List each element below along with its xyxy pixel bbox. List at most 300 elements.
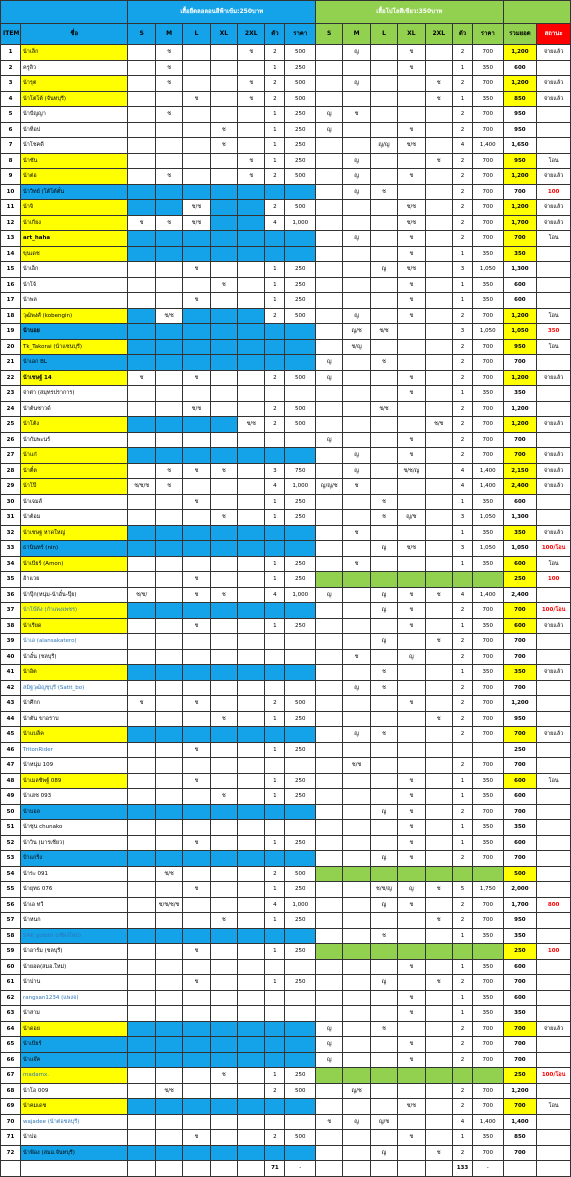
shirt-price: [285, 804, 316, 820]
shirt-size-2xl: [238, 448, 265, 464]
shirt-count: [265, 928, 285, 944]
polo-price: 1,050: [472, 510, 503, 526]
polo-size-xl: ช: [398, 959, 425, 975]
row-total: 1,200: [503, 169, 537, 185]
row-total: 1,200: [503, 200, 537, 216]
shirt-price: 1,000: [285, 479, 316, 495]
table-row: [1, 572, 571, 588]
table-row: [1, 231, 571, 247]
row-status: [537, 246, 571, 262]
polo-size-2xl: [425, 696, 452, 712]
polo-size-2xl: [425, 308, 452, 324]
shirt-size-s: [128, 1114, 155, 1130]
row-name: น้าเล็ก: [21, 45, 128, 61]
polo-count: 2: [452, 215, 472, 231]
shirt-size-2xl: ช: [238, 153, 265, 169]
polo-count: 3: [452, 324, 472, 340]
polo-size-l: [370, 1099, 397, 1115]
shirt-size-l: ช: [183, 944, 210, 960]
row-name: น้าศึกก: [21, 696, 128, 712]
row-total: 950: [503, 107, 537, 123]
shirt-size-l: [183, 308, 210, 324]
table-row: [1, 990, 571, 1006]
polo-price: 700: [472, 200, 503, 216]
row-total: 700: [503, 727, 537, 743]
row-name: น้าชุน chunako: [21, 820, 128, 836]
polo-size-xl: ช/ช: [398, 541, 425, 557]
row-status: โอน: [537, 1099, 571, 1115]
row-status: [537, 990, 571, 1006]
table-row: [1, 851, 571, 867]
row-total: 700: [503, 758, 537, 774]
shirt-price: [285, 649, 316, 665]
polo-size-xl: [398, 1114, 425, 1130]
shirt-price: [285, 680, 316, 696]
polo-price: 350: [472, 665, 503, 681]
polo-count: 2: [452, 107, 472, 123]
shirt-size-s: [128, 417, 155, 433]
polo-size-l: [370, 742, 397, 758]
row-total: 500: [503, 866, 537, 882]
polo-size-2xl: ช: [425, 1145, 452, 1161]
row-total: 350: [503, 525, 537, 541]
shirt-size-s: [128, 866, 155, 882]
shirt-price: 500: [285, 370, 316, 386]
polo-size-m: ญ: [343, 448, 370, 464]
polo-price: 700: [472, 603, 503, 619]
row-item-number: 66: [1, 1052, 21, 1068]
polo-size-s: [316, 866, 343, 882]
shirt-size-xl: [210, 262, 237, 278]
polo-size-xl: [398, 417, 425, 433]
row-item-number: 22: [1, 370, 21, 386]
row-item-number: 59: [1, 944, 21, 960]
shirt-size-l: ช: [183, 494, 210, 510]
polo-size-xl: [398, 928, 425, 944]
shirt-size-m: ช: [155, 76, 182, 92]
shirt-size-2xl: [238, 293, 265, 309]
shirt-count: 2: [265, 1130, 285, 1146]
polo-price: 700: [472, 851, 503, 867]
shirt-size-l: [183, 913, 210, 929]
polo-price: [472, 1068, 503, 1084]
shirt-size-xl: [210, 293, 237, 309]
table-row: [1, 804, 571, 820]
row-name: น้าโบ๊ต้ง (กำแพงเพชร): [21, 603, 128, 619]
totals-blank-name: [21, 1161, 128, 1177]
shirt-size-l: [183, 76, 210, 92]
shirt-size-m: [155, 680, 182, 696]
shirt-size-l: ช: [183, 773, 210, 789]
shirt-size-xl: [210, 773, 237, 789]
shirt-size-l: ช/ช: [183, 401, 210, 417]
table-row: [1, 479, 571, 495]
row-total: 700: [503, 448, 537, 464]
shirt-size-2xl: [238, 866, 265, 882]
polo-size-s: [316, 758, 343, 774]
polo-size-m: [343, 789, 370, 805]
row-total: 700: [503, 680, 537, 696]
row-total: 350: [503, 246, 537, 262]
shirt-size-s: [128, 851, 155, 867]
polo-count: 1: [452, 277, 472, 293]
polo-size-l: [370, 556, 397, 572]
row-item-number: 60: [1, 959, 21, 975]
polo-size-s: [316, 634, 343, 650]
col-header-size-l: L: [183, 24, 210, 45]
row-status: จ่ายแล้ว: [537, 45, 571, 61]
col-header-polo-size-m: M: [343, 24, 370, 45]
polo-price: 700: [472, 308, 503, 324]
shirt-count: 1: [265, 975, 285, 991]
polo-price: 700: [472, 355, 503, 371]
shirt-size-s: [128, 169, 155, 185]
polo-price: 700: [472, 370, 503, 386]
shirt-count: 1: [265, 835, 285, 851]
row-total: 700: [503, 1145, 537, 1161]
row-total: 1,300: [503, 510, 537, 526]
table-row: [1, 1114, 571, 1130]
shirt-price: [285, 959, 316, 975]
polo-price: 700: [472, 711, 503, 727]
shirt-size-l: [183, 727, 210, 743]
table-row: [1, 138, 571, 154]
polo-size-l: [370, 944, 397, 960]
shirt-size-l: [183, 634, 210, 650]
shirt-size-m: [155, 541, 182, 557]
polo-size-s: [316, 76, 343, 92]
shirt-size-l: [183, 153, 210, 169]
shirt-price: 250: [285, 293, 316, 309]
shirt-size-l: [183, 1037, 210, 1053]
row-name: น้าโชคดี: [21, 138, 128, 154]
row-name: ธานินทร์ (nin): [21, 541, 128, 557]
row-total: 600: [503, 494, 537, 510]
polo-size-s: [316, 990, 343, 1006]
shirt-price: [285, 820, 316, 836]
shirt-size-xl: [210, 866, 237, 882]
polo-size-s: [316, 324, 343, 340]
polo-size-l: ญ: [370, 897, 397, 913]
table-row: [1, 107, 571, 123]
row-total: 950: [503, 339, 537, 355]
shirt-size-xl: [210, 1083, 237, 1099]
shirt-size-2xl: [238, 1021, 265, 1037]
shirt-size-l: ช/ช: [183, 200, 210, 216]
shirt-size-2xl: [238, 975, 265, 991]
polo-size-m: ช: [343, 479, 370, 495]
polo-size-2xl: [425, 990, 452, 1006]
polo-size-l: [370, 339, 397, 355]
shirt-price: 250: [285, 572, 316, 588]
polo-count: 1: [452, 789, 472, 805]
polo-size-m: [343, 277, 370, 293]
shirt-size-m: [155, 1130, 182, 1146]
row-status: [537, 60, 571, 76]
table-row: [1, 835, 571, 851]
shirt-size-m: [155, 665, 182, 681]
shirt-size-m: [155, 153, 182, 169]
table-row: [1, 370, 571, 386]
shirt-size-xl: [210, 386, 237, 402]
table-row: [1, 1021, 571, 1037]
polo-size-s: [316, 773, 343, 789]
shirt-size-xl: ช: [210, 1068, 237, 1084]
shirt-size-l: [183, 556, 210, 572]
shirt-size-l: ช: [183, 696, 210, 712]
shirt-price: 250: [285, 122, 316, 138]
shirt-size-s: [128, 355, 155, 371]
row-total: 700: [503, 851, 537, 867]
row-item-number: 12: [1, 215, 21, 231]
polo-count: 2: [452, 370, 472, 386]
shirt-size-m: [155, 820, 182, 836]
polo-size-xl: ช: [398, 603, 425, 619]
row-item-number: 40: [1, 649, 21, 665]
shirt-size-m: [155, 417, 182, 433]
row-total: 600: [503, 959, 537, 975]
polo-size-l: ช: [370, 680, 397, 696]
polo-size-xl: [398, 711, 425, 727]
polo-price: 350: [472, 525, 503, 541]
shirt-size-2xl: [238, 711, 265, 727]
shirt-size-s: [128, 339, 155, 355]
shirt-price: [285, 386, 316, 402]
shirt-size-xl: [210, 556, 237, 572]
row-name: น้าเบียร์: [21, 1037, 128, 1053]
row-total: 250: [503, 944, 537, 960]
polo-size-l: [370, 1083, 397, 1099]
shirt-price: [285, 448, 316, 464]
polo-size-xl: ช: [398, 370, 425, 386]
polo-size-xl: [398, 153, 425, 169]
shirt-size-m: [155, 510, 182, 526]
polo-size-2xl: ช/ช: [425, 417, 452, 433]
polo-size-s: [316, 804, 343, 820]
shirt-size-xl: [210, 76, 237, 92]
row-status: [537, 882, 571, 898]
shirt-count: 2: [265, 200, 285, 216]
polo-size-s: [316, 200, 343, 216]
shirt-size-2xl: [238, 944, 265, 960]
polo-size-s: [316, 153, 343, 169]
shirt-size-xl: [210, 355, 237, 371]
shirt-size-s: [128, 91, 155, 107]
polo-size-m: [343, 634, 370, 650]
shirt-count: [265, 355, 285, 371]
row-total: 700: [503, 1021, 537, 1037]
shirt-size-l: [183, 324, 210, 340]
row-name: น้าแบล็ค: [21, 727, 128, 743]
row-total: 2,400: [503, 479, 537, 495]
polo-size-l: [370, 91, 397, 107]
table-row: [1, 634, 571, 650]
row-status: [537, 913, 571, 929]
shirt-size-2xl: [238, 231, 265, 247]
polo-size-m: [343, 897, 370, 913]
shirt-price: 250: [285, 773, 316, 789]
row-item-number: 54: [1, 866, 21, 882]
polo-size-2xl: [425, 448, 452, 464]
polo-price: 350: [472, 246, 503, 262]
polo-size-2xl: [425, 231, 452, 247]
shirt-size-2xl: [238, 355, 265, 371]
shirt-size-2xl: [238, 928, 265, 944]
polo-size-l: [370, 758, 397, 774]
row-name: ขุนเดช: [21, 246, 128, 262]
shirt-price: 250: [285, 277, 316, 293]
polo-size-s: [316, 339, 343, 355]
polo-price: 700: [472, 1083, 503, 1099]
col-header-item: ITEM: [1, 24, 21, 45]
row-name: น้าบอล: [21, 804, 128, 820]
shirt-price: 250: [285, 835, 316, 851]
table-row: [1, 215, 571, 231]
shirt-size-l: [183, 525, 210, 541]
row-status: 100/โอน: [537, 1068, 571, 1084]
shirt-count: 1: [265, 773, 285, 789]
polo-size-2xl: [425, 324, 452, 340]
shirt-price: [285, 990, 316, 1006]
polo-size-m: [343, 1145, 370, 1161]
table-row: [1, 169, 571, 185]
polo-size-s: [316, 231, 343, 247]
polo-count: 1: [452, 618, 472, 634]
row-status: [537, 975, 571, 991]
polo-size-m: [343, 1130, 370, 1146]
shirt-size-l: [183, 959, 210, 975]
polo-size-l: [370, 1006, 397, 1022]
row-total: 700: [503, 432, 537, 448]
shirt-size-s: [128, 928, 155, 944]
polo-size-xl: [398, 1068, 425, 1084]
shirt-size-2xl: [238, 572, 265, 588]
polo-size-m: [343, 293, 370, 309]
shirt-size-l: [183, 820, 210, 836]
row-total: 950: [503, 122, 537, 138]
totals-count-polo: 133: [452, 1161, 472, 1177]
shirt-size-l: [183, 1099, 210, 1115]
column-header-row: [1, 24, 571, 45]
polo-size-s: [316, 184, 343, 200]
row-item-number: 23: [1, 386, 21, 402]
polo-price: 700: [472, 975, 503, 991]
polo-count: 2: [452, 448, 472, 464]
shirt-price: 250: [285, 138, 316, 154]
polo-price: 350: [472, 789, 503, 805]
polo-size-2xl: [425, 45, 452, 61]
polo-price: 700: [472, 1145, 503, 1161]
shirt-size-m: [155, 122, 182, 138]
polo-size-m: [343, 91, 370, 107]
polo-size-s: [316, 1145, 343, 1161]
row-status: [537, 851, 571, 867]
row-total: 2,000: [503, 882, 537, 898]
shirt-count: 1: [265, 494, 285, 510]
shirt-price: 250: [285, 153, 316, 169]
polo-price: 1,400: [472, 479, 503, 495]
shirt-size-m: [155, 432, 182, 448]
shirt-size-xl: [210, 200, 237, 216]
row-status: [537, 835, 571, 851]
polo-size-xl: ช: [398, 1006, 425, 1022]
row-total: 350: [503, 1006, 537, 1022]
polo-size-l: [370, 277, 397, 293]
shirt-size-xl: [210, 448, 237, 464]
polo-size-2xl: [425, 866, 452, 882]
polo-count: 2: [452, 804, 472, 820]
shirt-count: 1: [265, 138, 285, 154]
shirt-price: [285, 1021, 316, 1037]
row-total: 850: [503, 1130, 537, 1146]
polo-size-2xl: [425, 122, 452, 138]
shirt-size-2xl: [238, 324, 265, 340]
row-name: TritonRider: [21, 742, 128, 758]
polo-size-2xl: [425, 386, 452, 402]
row-total: 1,200: [503, 45, 537, 61]
shirt-count: [265, 432, 285, 448]
polo-size-2xl: [425, 835, 452, 851]
shirt-size-l: [183, 1068, 210, 1084]
shirt-size-m: [155, 386, 182, 402]
polo-size-l: [370, 107, 397, 123]
shirt-size-l: [183, 928, 210, 944]
shirt-size-m: [155, 200, 182, 216]
row-total: 950: [503, 711, 537, 727]
row-name: น้าชัน: [21, 153, 128, 169]
shirt-size-s: [128, 897, 155, 913]
shirt-size-m: [155, 882, 182, 898]
col-header-polo-size-s: S: [316, 24, 343, 45]
polo-price: 700: [472, 417, 503, 433]
polo-size-2xl: [425, 556, 452, 572]
polo-size-s: ญ: [316, 370, 343, 386]
row-total: 600: [503, 293, 537, 309]
row-item-number: 72: [1, 1145, 21, 1161]
polo-size-2xl: [425, 758, 452, 774]
polo-size-2xl: [425, 60, 452, 76]
polo-price: 350: [472, 773, 503, 789]
shirt-size-s: [128, 1083, 155, 1099]
shirt-price: 500: [285, 866, 316, 882]
polo-size-l: [370, 76, 397, 92]
polo-count: [452, 866, 472, 882]
row-item-number: 5: [1, 107, 21, 123]
shirt-size-m: [155, 401, 182, 417]
shirt-price: 250: [285, 107, 316, 123]
polo-size-l: [370, 215, 397, 231]
polo-size-s: [316, 45, 343, 61]
polo-price: 700: [472, 153, 503, 169]
shirt-size-m: [155, 835, 182, 851]
shirt-size-2xl: [238, 603, 265, 619]
shirt-count: 1: [265, 510, 285, 526]
row-item-number: 15: [1, 262, 21, 278]
polo-size-m: ช: [343, 556, 370, 572]
polo-size-2xl: ช: [425, 91, 452, 107]
polo-size-l: [370, 1037, 397, 1053]
table-row: [1, 60, 571, 76]
col-header-total: รวมยอด: [503, 24, 537, 45]
totals-blank-s: [128, 1161, 155, 1177]
row-status: [537, 401, 571, 417]
shirt-size-xl: [210, 618, 237, 634]
row-name: สมิฐวุฒิญชุบุรี (Satit_bo): [21, 680, 128, 696]
shirt-size-s: [128, 1145, 155, 1161]
shirt-count: 1: [265, 913, 285, 929]
row-total: 600: [503, 618, 537, 634]
shirt-size-s: [128, 386, 155, 402]
